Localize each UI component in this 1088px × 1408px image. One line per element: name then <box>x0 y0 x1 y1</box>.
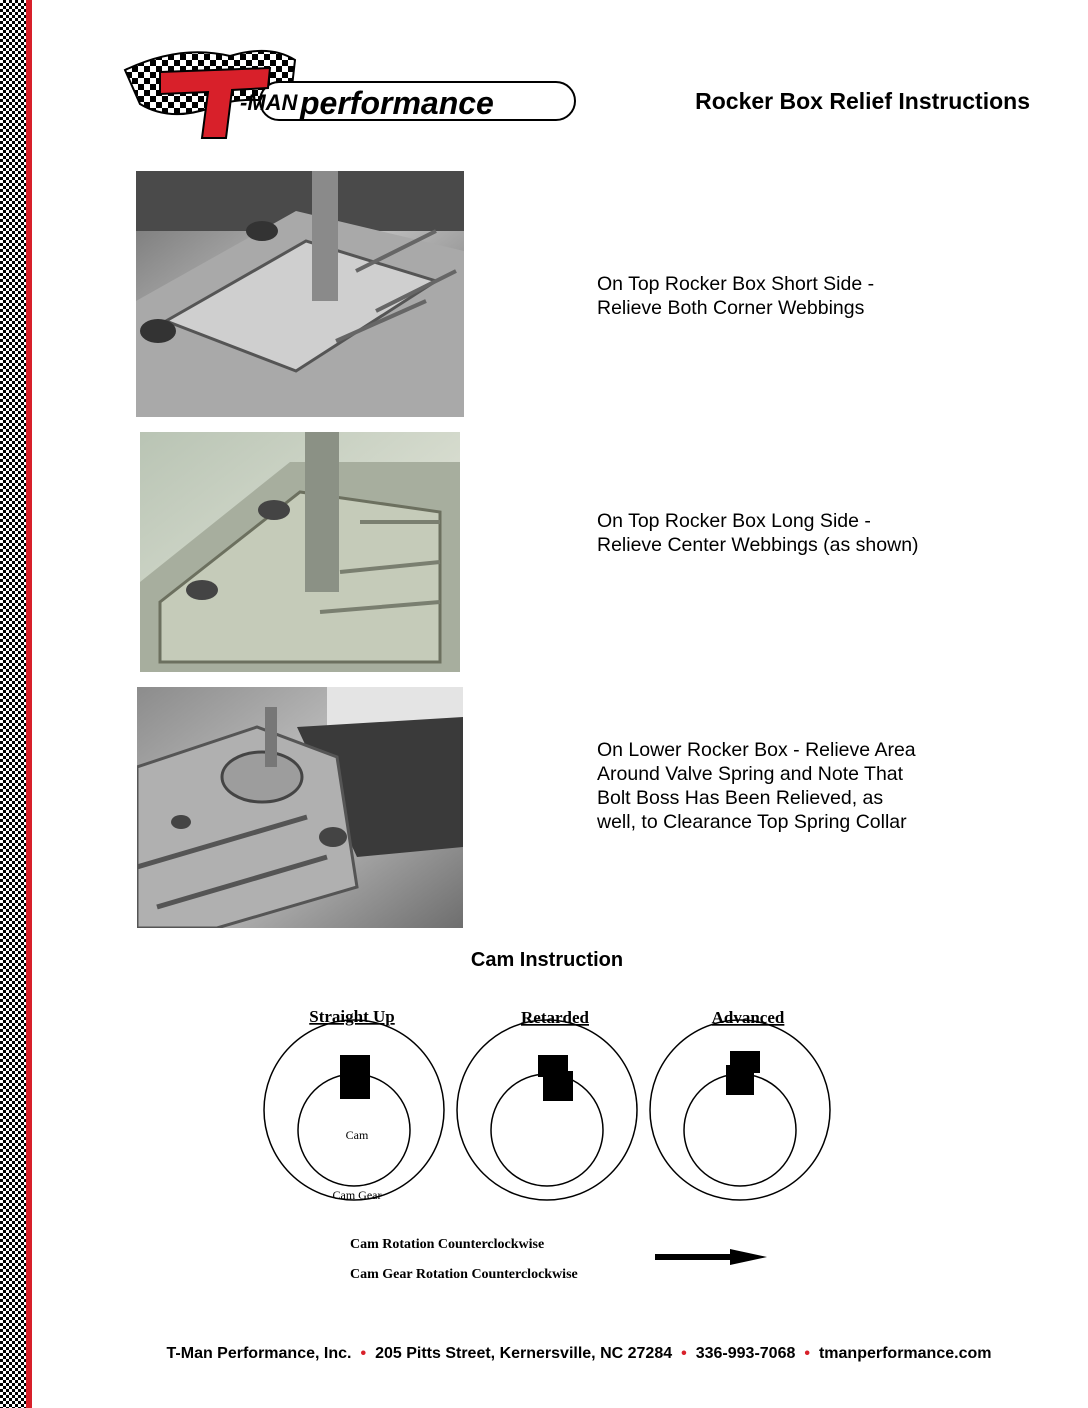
step-2-caption: On Top Rocker Box Long Side - Relieve Center Webbings (as shown) <box>597 510 919 556</box>
bullet-icon: • <box>804 1345 810 1362</box>
page-title: Rocker Box Relief Instructions <box>695 88 1030 114</box>
step-3-caption: On Lower Rocker Box - Relieve Area Around Valve Spring and Note That Bolt Boss Has Been Relieved, as well, to Clearance Top Spring Collar <box>597 739 916 833</box>
footer-phone: 336-993-7068 <box>695 1345 796 1362</box>
rocker-box-long-side-photo <box>140 432 460 672</box>
bullet-icon: • <box>681 1345 687 1362</box>
advanced-label: Advanced <box>711 1008 785 1027</box>
logo-graphic <box>120 42 580 142</box>
footer <box>40 1345 1088 1363</box>
footer-website[interactable]: tmanperformance.com <box>818 1345 992 1362</box>
bullet-icon: • <box>360 1345 367 1362</box>
logo-man-text: -MAN <box>240 90 298 115</box>
logo-performance-text: performance <box>300 85 494 121</box>
rocker-box-short-side-photo <box>136 171 464 417</box>
rotation-arrow-icon <box>655 1249 767 1265</box>
footer-address: 205 Pitts Street, Kernersville, NC 27284 <box>375 1345 673 1362</box>
tman-logo <box>120 42 580 142</box>
cam-rotation-text: Cam Rotation Counterclockwise <box>350 1237 545 1252</box>
red-border-stripe <box>26 0 32 1408</box>
step-1-caption: On Top Rocker Box Short Side - Relieve Both Corner Webbings <box>597 273 875 319</box>
cam-gear-rotation-text: Cam Gear Rotation Counterclockwise <box>350 1267 578 1282</box>
cam-label: Cam <box>345 1128 369 1142</box>
cam-instruction-title: Cam Instruction <box>470 949 624 971</box>
advanced-gear <box>650 1020 830 1200</box>
checkered-border <box>0 0 26 1408</box>
retarded-label: Retarded <box>521 1008 589 1027</box>
retarded-gear <box>457 1020 637 1200</box>
cam-timing-diagram <box>250 995 850 1295</box>
footer-company: T-Man Performance, Inc. <box>166 1345 352 1362</box>
cam-gear-label: Cam Gear <box>332 1188 382 1202</box>
straight-up-gear <box>264 1020 444 1202</box>
lower-rocker-box-photo <box>137 687 463 928</box>
straight-up-label: Straight Up <box>309 1007 395 1026</box>
